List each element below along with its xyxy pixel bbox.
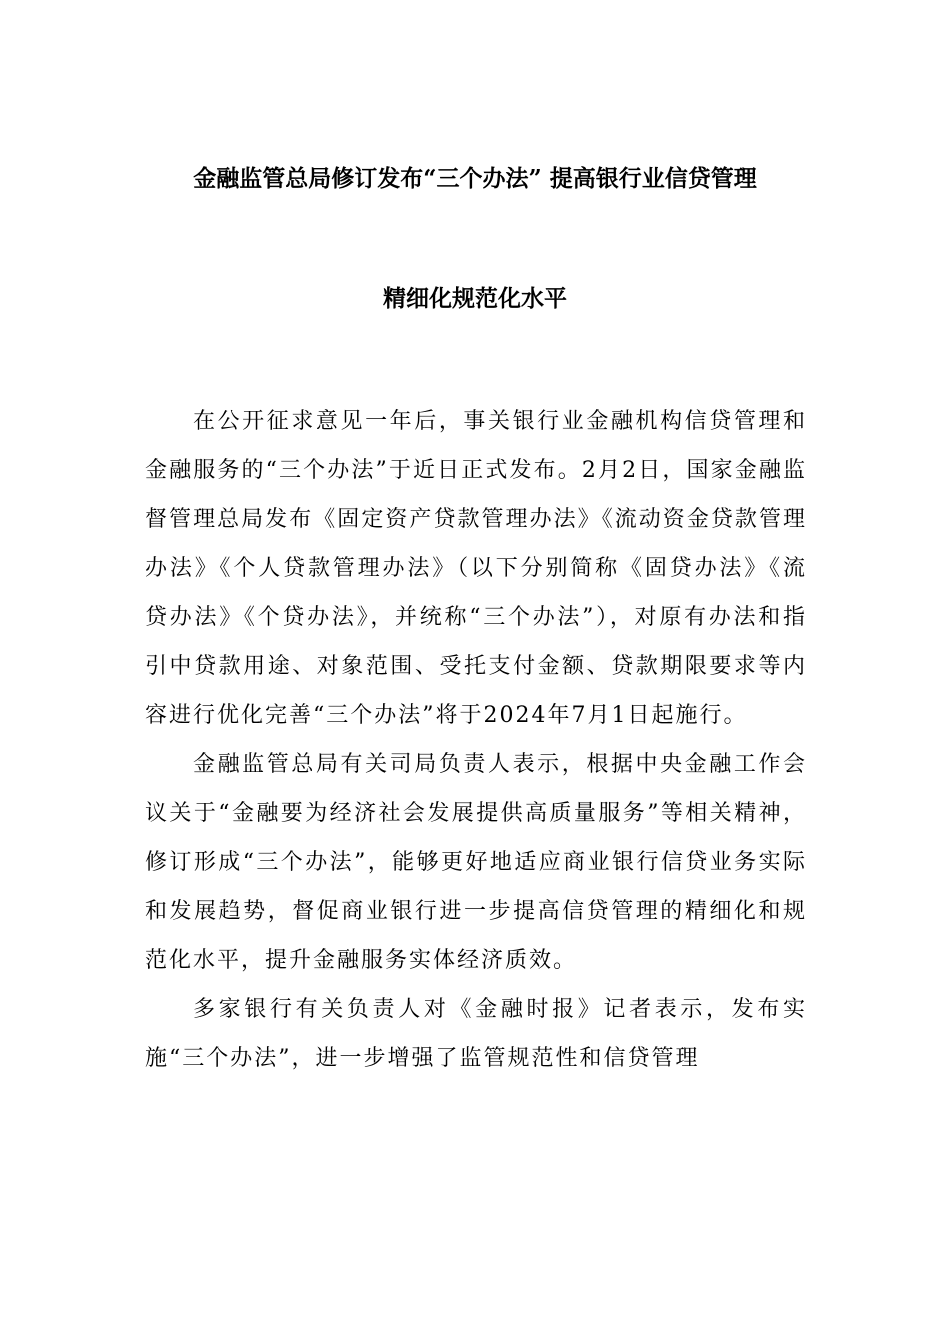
- document-body: [145, 397, 807, 1083]
- paragraph-3: 多家银行有关负责人对《金融时报》记者表示，发布实施“三个办法”，进一步增强了监管规范性和信贷管理: [145, 997, 807, 1071]
- paragraph-2: 金融监管总局有关司局负责人表示，根据中央金融工作会议关于“金融要为经济社会发展提供高质量服务”等相关精神，修订形成“三个办法”，能够更好地适应商业银行信贷业务实际和发展趋势，督促商业银行进一步提高信贷管理的精细化和规范化水平，提升金融服务实体经济质效。: [145, 752, 807, 973]
- document-title-line-2: 精细化规范化水平: [383, 285, 567, 312]
- document-title-line-1: 金融监管总局修订发布“三个办法” 提高银行业信贷管理: [193, 165, 757, 192]
- paragraph-1: 在公开征求意见一年后，事关银行业金融机构信贷管理和金融服务的“三个办法”于近日正式发布。2月2日，国家金融监督管理总局发布《固定资产贷款管理办法》《流动资金贷款管理办法》《个人贷款管理办法》（以下分别简称《固贷办法》《流贷办法》《个贷办法》，并统称“三个办法”），对原有办法和指引中贷款用途、对象范围、受托支付金额、贷款期限要求等内容进行优化完善“三个办法”将于2024年7月1日起施行。: [145, 409, 807, 728]
